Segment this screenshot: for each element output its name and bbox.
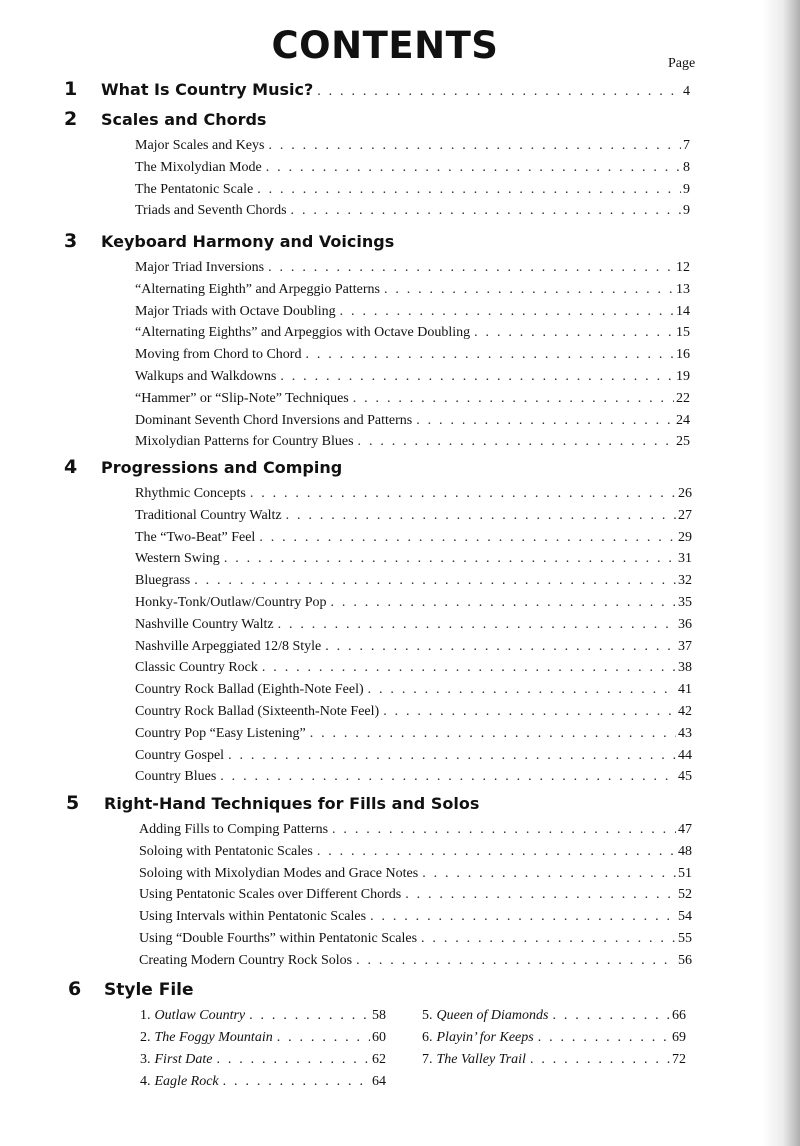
page-number: 27: [678, 507, 692, 523]
entry-title: Using “Double Fourths” within Pentatonic Scales: [139, 930, 418, 946]
page-number: 62: [372, 1052, 386, 1067]
entry-title: Traditional Country Waltz: [135, 507, 282, 523]
chapter-1-link[interactable]: [101, 80, 690, 102]
toc-entry[interactable]: [135, 203, 690, 225]
page-number: 55: [678, 930, 692, 946]
dot-leader: [340, 304, 674, 320]
toc-entry[interactable]: [135, 639, 692, 661]
song-number: 6.: [422, 1030, 433, 1045]
toc-entry[interactable]: [135, 434, 690, 456]
page-number: 24: [676, 412, 690, 428]
page-number: 22: [676, 390, 690, 406]
page-number: 60: [372, 1030, 386, 1045]
dot-leader: [262, 660, 676, 676]
entry-title: Country Gospel: [135, 747, 225, 763]
song-number: 4.: [140, 1074, 151, 1089]
song-title: Eagle Rock: [154, 1074, 219, 1089]
entry-title: The “Two-Beat” Feel: [135, 529, 256, 545]
dot-leader: [278, 617, 676, 633]
page-number: 8: [683, 159, 690, 175]
page-number: 37: [678, 638, 692, 654]
entry-title: Moving from Chord to Chord: [135, 347, 302, 363]
dot-leader: [474, 325, 674, 341]
entry-title: Walkups and Walkdowns: [135, 368, 277, 384]
song-number: 3.: [140, 1052, 151, 1067]
entry-title: Country Rock Ballad (Sixteenth-Note Feel): [135, 703, 380, 719]
entry-title: Nashville Arpeggiated 12/8 Style: [135, 638, 322, 654]
entry-title: Using Intervals within Pentatonic Scales: [139, 909, 367, 925]
chapter-2: [0, 108, 800, 225]
dot-leader: [358, 434, 674, 450]
dot-leader: [383, 704, 676, 720]
page-number: 12: [676, 260, 690, 275]
page-number: 43: [678, 725, 692, 741]
page-number: 29: [678, 529, 692, 545]
song-number: 1.: [140, 1008, 151, 1023]
page-number: 52: [678, 887, 692, 903]
page-number: 54: [678, 909, 692, 925]
dot-leader: [553, 1008, 671, 1024]
page-number: 56: [678, 952, 692, 968]
chapter-5: [0, 792, 800, 975]
entry-title: “Alternating Eighth” and Arpeggio Patterns: [135, 281, 380, 297]
page-number: 9: [683, 203, 690, 219]
toc-entry[interactable]: [135, 660, 692, 682]
page-number: 41: [678, 682, 692, 698]
song-entry[interactable]: [140, 1008, 386, 1030]
page-number: 42: [678, 703, 692, 719]
page-number: 4: [683, 84, 690, 99]
song-number: 5.: [422, 1008, 433, 1023]
page-number: 14: [676, 303, 690, 319]
dot-leader: [530, 1052, 670, 1068]
song-entry[interactable]: [140, 1052, 386, 1074]
dot-leader: [356, 953, 676, 969]
toc-entry[interactable]: [135, 551, 692, 573]
toc-entry[interactable]: [139, 822, 692, 844]
entry-title: “Alternating Eighths” and Arpeggios with Octave Doubling: [135, 325, 471, 341]
toc-entry[interactable]: [135, 282, 690, 304]
entry-title: Dominant Seventh Chord Inversions and Patterns: [135, 412, 413, 428]
entry-title: “Hammer” or “Slip-Note” Techniques: [135, 390, 349, 406]
page-number: 31: [678, 551, 692, 567]
page-number: 26: [678, 486, 692, 501]
dot-leader: [249, 1008, 370, 1024]
toc-entry[interactable]: [135, 260, 690, 282]
song-title: The Foggy Mountain: [154, 1030, 273, 1045]
dot-leader: [286, 508, 676, 524]
dot-leader: [310, 726, 676, 742]
dot-leader: [384, 282, 674, 298]
dot-leader: [332, 822, 676, 838]
toc-entry[interactable]: [139, 887, 692, 909]
page-number: 25: [676, 434, 690, 450]
entry-title: Triads and Seventh Chords: [135, 203, 287, 219]
page-number: 13: [676, 281, 690, 297]
page-number: 47: [678, 822, 692, 837]
chapter-title: Style File: [104, 980, 194, 1000]
dot-leader: [280, 369, 674, 385]
dot-leader: [538, 1030, 670, 1046]
toc-entry[interactable]: [135, 391, 690, 413]
toc-entry[interactable]: [135, 530, 692, 552]
dot-leader: [216, 1052, 370, 1068]
page-number: 38: [678, 660, 692, 676]
page-number: 48: [678, 843, 692, 859]
toc-entry[interactable]: [139, 866, 692, 888]
entry-title: Nashville Country Waltz: [135, 616, 274, 632]
dot-leader: [368, 682, 676, 698]
dot-leader: [268, 138, 681, 154]
toc-entry[interactable]: [135, 704, 692, 726]
entry-title: Major Scales and Keys: [135, 138, 265, 153]
entry-title: Soloing with Mixolydian Modes and Grace Notes: [139, 865, 419, 881]
song-entry[interactable]: [422, 1008, 686, 1030]
dot-leader: [223, 1074, 370, 1090]
entry-title: Western Swing: [135, 551, 220, 567]
toc-entry[interactable]: [135, 160, 690, 182]
chapter-4: [0, 456, 800, 791]
dot-leader: [194, 573, 676, 589]
page-number: 69: [672, 1030, 686, 1045]
toc-entry[interactable]: [135, 304, 690, 326]
song-title: Queen of Diamonds: [436, 1008, 549, 1023]
page-number: 51: [678, 865, 692, 881]
dot-leader: [257, 182, 681, 198]
dot-leader: [325, 639, 676, 655]
page-number: 9: [683, 181, 690, 197]
song-entry[interactable]: [140, 1030, 386, 1052]
dot-leader: [331, 595, 676, 611]
toc-entry[interactable]: [139, 953, 692, 975]
page-number: 15: [676, 325, 690, 341]
page-number: 36: [678, 616, 692, 632]
song-entry[interactable]: [422, 1052, 686, 1074]
dot-leader: [250, 486, 676, 502]
toc-entry[interactable]: [135, 413, 690, 435]
entry-title: Using Pentatonic Scales over Different Chords: [139, 887, 402, 903]
page-number: 64: [372, 1074, 386, 1089]
dot-leader: [317, 844, 676, 860]
dot-leader: [370, 909, 676, 925]
dot-leader: [422, 866, 676, 882]
style-file-list: [140, 1008, 686, 1096]
entry-title: Creating Modern Country Rock Solos: [139, 952, 353, 968]
toc-entry[interactable]: [135, 138, 690, 160]
entry-title: Mixolydian Patterns for Country Blues: [135, 434, 354, 450]
page-number: 58: [372, 1008, 386, 1023]
entry-title: The Pentatonic Scale: [135, 181, 254, 197]
song-entry[interactable]: [140, 1074, 386, 1096]
dot-leader: [277, 1030, 370, 1046]
toc-entry[interactable]: [135, 325, 690, 347]
toc-entry[interactable]: [135, 573, 692, 595]
entry-title: Soloing with Pentatonic Scales: [139, 843, 313, 859]
dot-leader: [317, 84, 681, 100]
entry-title: Major Triads with Octave Doubling: [135, 303, 336, 319]
song-title: The Valley Trail: [436, 1052, 526, 1067]
song-title: First Date: [154, 1052, 213, 1067]
song-number: 2.: [140, 1030, 151, 1045]
page-title: CONTENTS: [271, 24, 499, 67]
dot-leader: [224, 551, 676, 567]
entry-title: Major Triad Inversions: [135, 260, 265, 275]
dot-leader: [259, 530, 676, 546]
toc-entry[interactable]: [139, 844, 692, 866]
chapter-title: Right-Hand Techniques for Fills and Solos: [104, 794, 480, 813]
page-number: 45: [678, 769, 692, 785]
dot-leader: [220, 769, 676, 785]
dot-leader: [305, 347, 674, 363]
dot-leader: [421, 931, 676, 947]
toc-entry[interactable]: [135, 748, 692, 770]
toc-entry[interactable]: [135, 182, 690, 204]
song-title: Playin’ for Keeps: [436, 1030, 534, 1045]
toc-entry[interactable]: [139, 909, 692, 931]
page-number: 66: [672, 1008, 686, 1023]
page-number: 44: [678, 747, 692, 763]
dot-leader: [291, 203, 681, 219]
chapter-title: What Is Country Music?: [101, 80, 314, 99]
dot-leader: [268, 260, 674, 276]
chapter-3: [0, 230, 800, 456]
entry-title: Country Blues: [135, 769, 217, 785]
chapter-title: Scales and Chords: [101, 110, 267, 129]
entry-title: Honky-Tonk/Outlaw/Country Pop: [135, 594, 327, 610]
chapter-2-entries: [135, 138, 690, 225]
toc-entry[interactable]: [135, 595, 692, 617]
chapter-6: [0, 978, 800, 1002]
chapter-number: 6: [68, 978, 82, 1000]
page-number: 16: [676, 347, 690, 363]
dot-leader: [266, 160, 681, 176]
toc-entry[interactable]: [135, 682, 692, 704]
entry-title: Rhythmic Concepts: [135, 486, 246, 501]
toc-entry[interactable]: [135, 486, 692, 508]
song-number: 7.: [422, 1052, 433, 1067]
chapter-3-entries: [135, 260, 690, 456]
toc-entry[interactable]: [135, 617, 692, 639]
chapter-number: 4: [64, 456, 78, 478]
toc-entry[interactable]: [139, 931, 692, 953]
toc-entry[interactable]: [135, 508, 692, 530]
song-entry[interactable]: [422, 1030, 686, 1052]
dot-leader: [353, 391, 674, 407]
entry-title: The Mixolydian Mode: [135, 159, 262, 175]
page-number: 19: [676, 368, 690, 384]
entry-title: Bluegrass: [135, 573, 191, 589]
chapter-5-entries: [139, 822, 692, 975]
page-column-header: Page: [668, 56, 696, 71]
entry-title: Classic Country Rock: [135, 660, 258, 676]
toc-entry[interactable]: [135, 769, 692, 791]
page-number: 72: [672, 1052, 686, 1067]
entry-title: Country Pop “Easy Listening”: [135, 725, 306, 741]
chapter-title: Keyboard Harmony and Voicings: [101, 232, 395, 251]
toc-entry[interactable]: [135, 347, 690, 369]
chapter-title: Progressions and Comping: [101, 458, 343, 477]
page-number: 35: [678, 594, 692, 610]
page-number: 7: [683, 138, 690, 153]
entry-title: Adding Fills to Comping Patterns: [139, 822, 329, 837]
song-title: Outlaw Country: [154, 1008, 246, 1023]
entry-title: Country Rock Ballad (Eighth-Note Feel): [135, 682, 364, 698]
toc-entry[interactable]: [135, 726, 692, 748]
dot-leader: [405, 887, 676, 903]
chapter-number: 2: [64, 108, 78, 130]
style-file-column-right: [422, 1008, 686, 1096]
chapter-number: 3: [64, 230, 78, 252]
style-file-column-left: [140, 1008, 386, 1096]
chapter-number: 5: [66, 792, 80, 814]
dot-leader: [416, 413, 674, 429]
page-number: 32: [678, 573, 692, 589]
toc-entry[interactable]: [135, 369, 690, 391]
chapter-number: 1: [64, 78, 78, 100]
chapter-4-entries: [135, 486, 692, 791]
dot-leader: [228, 748, 676, 764]
